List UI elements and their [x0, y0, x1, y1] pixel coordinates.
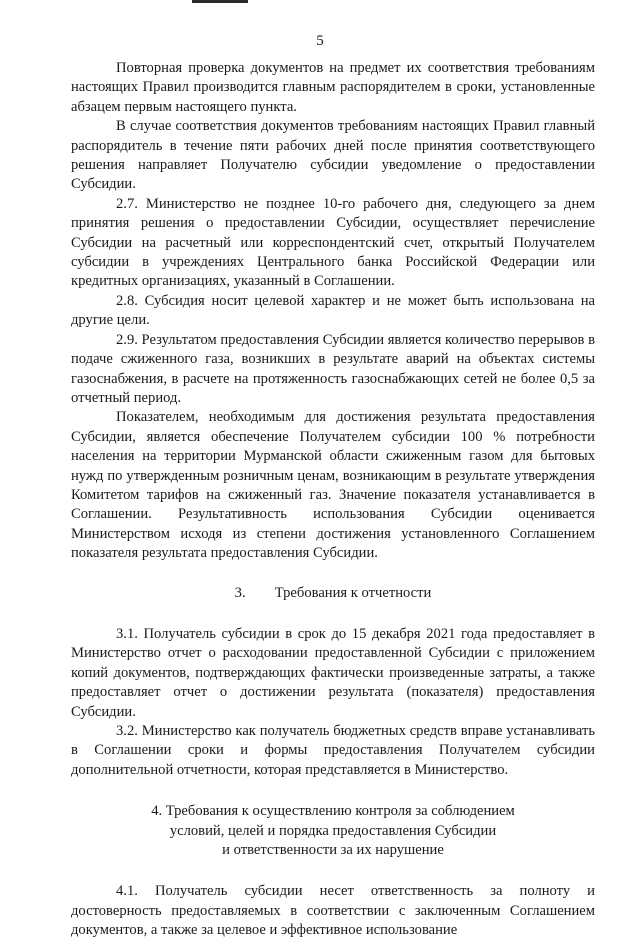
top-edge-mark: [192, 0, 248, 3]
paragraph-2-9: 2.9. Результатом предоставления Субсидии является количество перерывов в подаче сжиженного газа, возникших в результате аварий на объектах системы газоснабжения, в расчете на протяженность газоснабжающих сетей не более 0,5 за отчетный период.: [71, 331, 595, 406]
section-4-heading-line: 4. Требования к осуществлению контроля за соблюдением: [151, 803, 515, 820]
paragraph-compliance-notice: В случае соответствия документов требованиям настоящих Правил главный распорядитель в течение пяти рабочих дней после принятия соответствующего решения направляет Получателю субсидии уведомление о предоставлении Субсидии.: [71, 118, 595, 193]
page-number: 5: [316, 33, 324, 49]
paragraph-3-2: 3.2. Министерство как получатель бюджетных средств вправе устанавливать в Соглашении сроки и формы предоставления Получателем субсидии дополнительной отчетности, которая представляется в Министерство.: [71, 723, 595, 778]
document-body: [71, 59, 595, 941]
section-4-heading: [71, 802, 595, 860]
paragraph-2-7: 2.7. Министерство не позднее 10-го рабочего дня, следующего за днем принятия решения о предоставлении Субсидии, осуществляет перечисление Субсидии на расчетный или корреспондентский счет, открытый Получателем субсидии в учреждениях Центрального банка Российской Федерации или кредитных организациях, указанный в Соглашении.: [71, 195, 595, 290]
paragraph-4-1: 4.1. Получатель субсидии несет ответственность за полноту и достоверность предоставляемых в соответствии с заключенным Соглашением документов, а также за целевое и эффективное использование: [71, 883, 595, 939]
paragraph-indicator: Показателем, необходимым для достижения результата предоставления Субсидии, является обеспечение Получателем субсидии 100 % потребности населения на территории Мурманской области сжиженным газом для бытовых нужд по утвержденным розничным ценам, возникающим в результате утверждения Комитетом тарифов на сжиженный газ. Значение показателя устанавливается в Соглашении. Результативность использования Субсидии оценивается Министерством исходя из степени достижения установленного Соглашением показателя результата предоставления Субсидии.: [71, 409, 595, 562]
paragraph-2-8: 2.8. Субсидия носит целевой характер и не может быть использована на другие цели.: [71, 292, 595, 329]
section-4-heading-line: условий, целей и порядка предоставления Субсидии: [169, 822, 497, 839]
paragraph-recheck: Повторная проверка документов на предмет их соответствия требованиям настоящих Правил производится главным распорядителем в сроки, установленные абзацем первым настоящего пункта.: [71, 60, 595, 115]
section-3-heading: 3. Требования к отчетности: [234, 584, 432, 601]
paragraph-3-1: 3.1. Получатель субсидии в срок до 15 декабря 2021 года предоставляет в Министерство отчет о расходовании предоставленной Субсидии с приложением копий документов, подтверждающих фактически произведенные затраты, а также предоставляет отчет о достижении результата (показателя) предоставления Субсидии.: [71, 625, 595, 720]
section-4-heading-line: и ответственности за их нарушение: [222, 842, 444, 859]
